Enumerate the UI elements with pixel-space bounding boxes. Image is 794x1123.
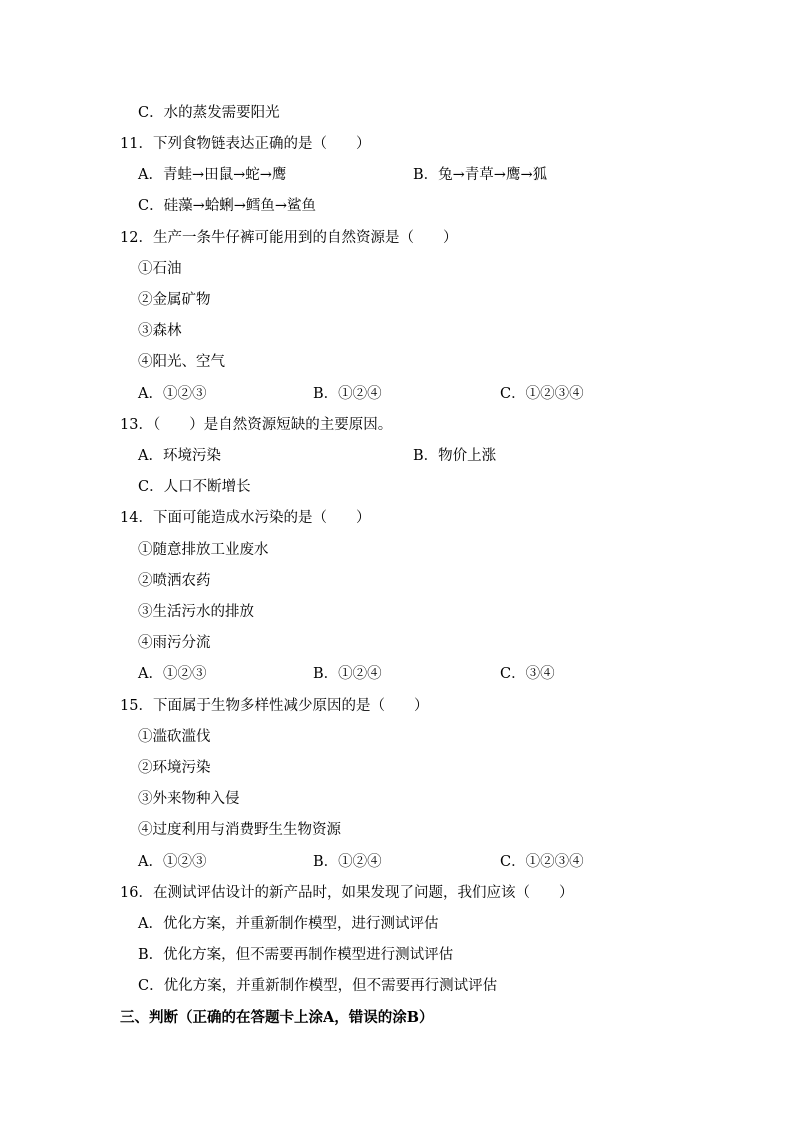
q15-item-4: ④过度利用与消费野生生物资源 — [138, 822, 341, 838]
q13-option-b: B．物价上涨 — [413, 448, 497, 464]
q10-option-c: C．水的蒸发需要阳光 — [138, 105, 280, 121]
q12-option-c: C．①②③④ — [500, 386, 584, 402]
q12-item-2: ②金属矿物 — [138, 292, 211, 308]
q14-item-3: ③生活污水的排放 — [138, 604, 254, 620]
q15-item-2: ②环境污染 — [138, 760, 211, 776]
q12-option-a: A．①②③ — [138, 386, 207, 402]
q15-option-a: A．①②③ — [138, 854, 207, 870]
q16-option-a: A．优化方案，并重新制作模型，进行测试评估 — [138, 916, 439, 932]
q13-stem: 13．（ ）是自然资源短缺的主要原因。 — [120, 417, 393, 433]
q15-item-3: ③外来物种入侵 — [138, 791, 240, 807]
q16-option-b: B．优化方案，但不需要再制作模型进行测试评估 — [138, 947, 454, 963]
q12-stem: 12．生产一条牛仔裤可能用到的自然资源是（ ） — [120, 230, 458, 246]
q15-option-b: B．①②④ — [313, 854, 382, 870]
q14-item-4: ④雨污分流 — [138, 635, 211, 651]
q15-option-c: C．①②③④ — [500, 854, 584, 870]
q11-stem: 11．下列食物链表达正确的是（ ） — [120, 136, 371, 152]
q11-option-c: C．硅藻→蛤蜊→鳕鱼→鲨鱼 — [138, 198, 317, 214]
q12-option-b: B．①②④ — [313, 386, 382, 402]
q14-option-c: C．③④ — [500, 666, 555, 682]
q15-item-1: ①滥砍滥伐 — [138, 729, 211, 745]
q12-item-4: ④阳光、空气 — [138, 354, 225, 370]
q14-item-1: ①随意排放工业废水 — [138, 542, 269, 558]
q12-item-1: ①石油 — [138, 261, 182, 277]
q14-option-b: B．①②④ — [313, 666, 382, 682]
q14-stem: 14．下面可能造成水污染的是（ ） — [120, 510, 371, 526]
q11-option-b: B．兔→青草→鹰→狐 — [413, 167, 548, 183]
q13-option-c: C．人口不断增长 — [138, 479, 251, 495]
q16-stem: 16．在测试评估设计的新产品时，如果发现了问题，我们应该（ ） — [120, 885, 574, 901]
q13-option-a: A．环境污染 — [138, 448, 221, 464]
section-3-heading: 三、判断（正确的在答题卡上涂A，错误的涂B） — [120, 1009, 434, 1026]
q14-item-2: ②喷洒农药 — [138, 573, 211, 589]
q16-option-c: C．优化方案，并重新制作模型，但不需要再行测试评估 — [138, 978, 498, 994]
q11-option-a: A．青蛙→田鼠→蛇→鹰 — [138, 167, 287, 183]
q12-item-3: ③森林 — [138, 323, 182, 339]
q14-option-a: A．①②③ — [138, 666, 207, 682]
q15-stem: 15．下面属于生物多样性减少原因的是（ ） — [120, 698, 429, 714]
